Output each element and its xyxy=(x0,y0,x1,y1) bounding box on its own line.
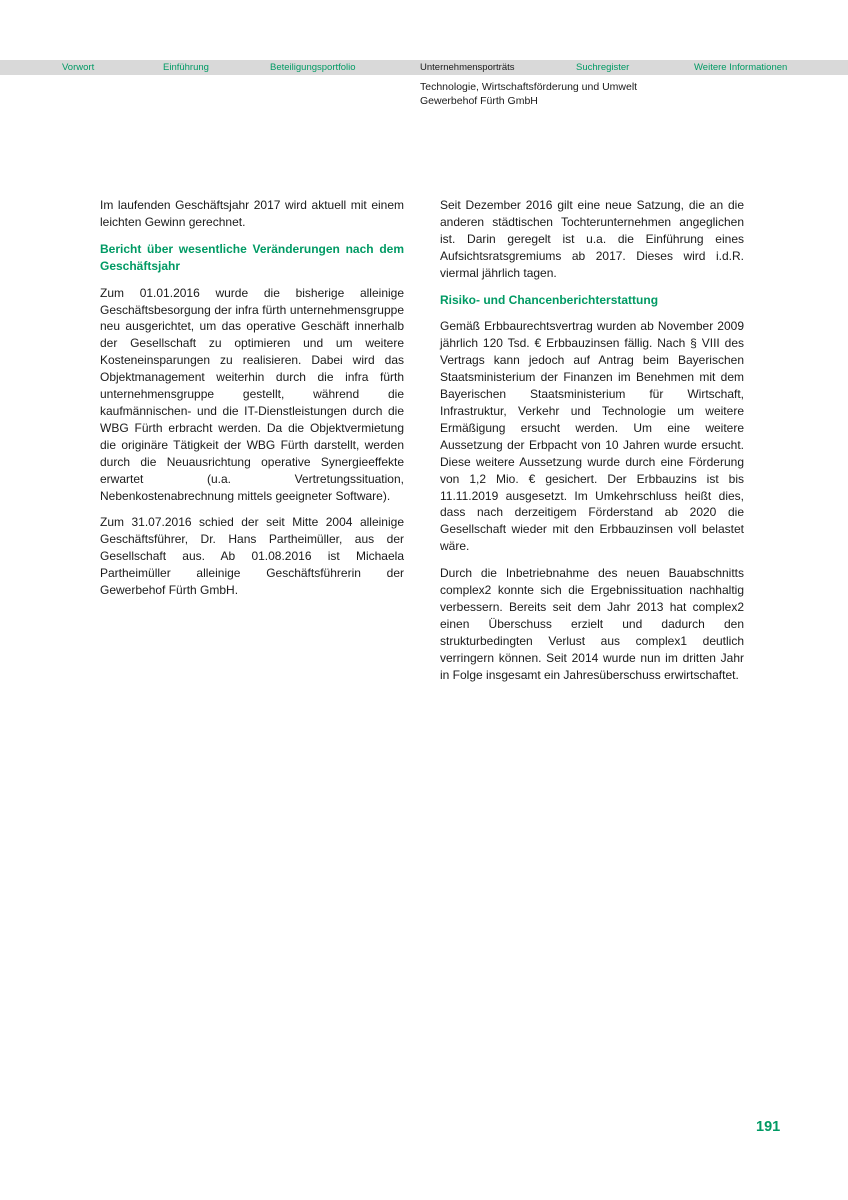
paragraph-erbbauzins: Gemäß Erbbaurechtsvertrag wurden ab November 2009 jährlich 120 Tsd. € Erbbauzinsen fällig. Nach § VIII des Vertrags kann jedoch auf Antrag beim Bayerischen Staatsministerium der Finanzen im Benehmen mit dem Bayerischen Staatsministerium für Wirtschaft, Infrastruktur, Verkehr und Technologie um weitere Ermäßigung ersucht werden. Um eine weitere Aussetzung der Erbpacht von 10 Jahren wurde ersucht. Diese weitere Aussetzung wurde durch eine Förderung von 1,2 Mio. € gesichert. Der Erbbauzins ist bis 11.11.2019 ausgesetzt. Im Umkehrschluss heißt dies, dass nach derzeitigem Förderstand ab 2020 die Gesellschaft wieder mit den Erbbauzinsen voll belastet wäre. xyxy=(440,319,744,554)
nav-item-weitere-informationen[interactable]: Weitere Informationen xyxy=(694,62,788,73)
heading-bericht-veraenderungen: Bericht über wesentliche Veränderungen nach dem Geschäftsjahr xyxy=(100,241,404,273)
paragraph-complex2: Durch die Inbetriebnahme des neuen Bauabschnitts complex2 konnte sich die Ergebnissituation nachhaltig verbessern. Bereits seit dem Jahr 2013 hat complex2 einen Überschuss erzielt und dadurch den strukturbedingten Verlust aus complex1 deutlich verringern können. Seit 2014 wurde nun im dritten Jahr in Folge insgesamt ein Jahresüberschuss erwirtschaftet. xyxy=(440,566,744,682)
top-nav xyxy=(0,60,848,75)
heading-risiko-chancen: Risiko- und Chancenberichterstattung xyxy=(440,292,659,307)
paragraph-satzung: Seit Dezember 2016 gilt eine neue Satzung, die an die anderen städtischen Tochterunternehmen angeglichen ist. Darin geregelt ist u.a. die Einführung eines Aufsichtsratsgremiums ab 2017. Dieses wird i.d.R. viermal jährlich tagen. xyxy=(440,198,744,280)
paragraph-geschaeftsbesorgung: Zum 01.01.2016 wurde die bisherige alleinige Geschäftsbesorgung der infra fürth unternehmensgruppe neu ausgerichtet, um das operative Geschäft innerhalb der Gesellschaft zu optimieren und um weitere Kosteneinsparungen zu realisieren. Dabei wird das Objektmanagement weiterhin durch die infra fürth unternehmensgruppe gestellt, während die kaufmännischen- und die IT-Dienstleistungen durch die WBG Fürth erbracht werden. Da die Objektvermietung die originäre Tätigkeit der WBG Fürth darstellt, werden durch die Neuausrichtung operative Synergieeffekte erwartet (u.a. Vertretungssituation, Nebenkostenabrechnung mittels geeigneter Software). xyxy=(100,285,404,503)
section-category: Technologie, Wirtschaftsförderung und Umwelt xyxy=(420,81,638,93)
left-column xyxy=(100,197,404,609)
nav-item-unternehmensportraets[interactable]: Unternehmensporträts xyxy=(420,62,515,73)
nav-item-beteiligungsportfolio[interactable]: Beteiligungsportfolio xyxy=(270,62,356,73)
section-company: Gewerbehof Fürth GmbH xyxy=(420,95,538,107)
page-number: 191 xyxy=(756,1119,781,1135)
nav-item-suchregister[interactable]: Suchregister xyxy=(576,62,630,73)
section-header xyxy=(420,80,637,108)
paragraph-outlook: Im laufenden Geschäftsjahr 2017 wird aktuell mit einem leichten Gewinn gerechnet. xyxy=(100,198,404,229)
right-column xyxy=(440,197,744,693)
paragraph-geschaeftsfuehrer: Zum 31.07.2016 schied der seit Mitte 2004 alleinige Geschäftsführer, Dr. Hans Partheimüller, aus der Gesellschaft aus. Ab 01.08.2016 ist Michaela Partheimüller alleinige Geschäftsführerin der Gewerbehof Fürth GmbH. xyxy=(100,515,404,598)
nav-item-einfuehrung[interactable]: Einführung xyxy=(163,62,209,73)
nav-item-vorwort[interactable]: Vorwort xyxy=(62,62,95,73)
